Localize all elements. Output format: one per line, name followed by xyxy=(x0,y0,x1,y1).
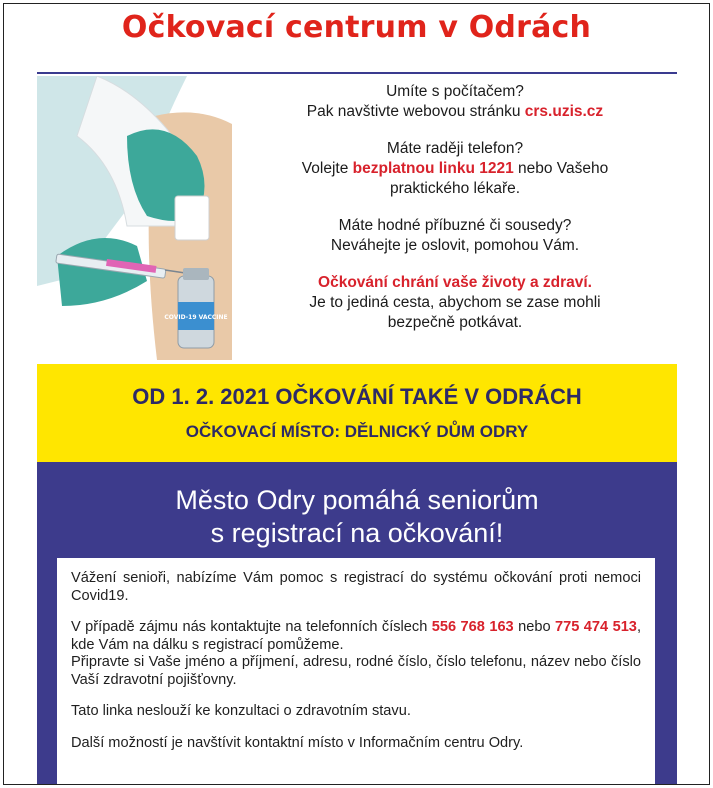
phone-number-1: 556 768 163 xyxy=(431,619,514,635)
family-advice: Neváhejte je oslovit, pomohou Vám. xyxy=(330,237,580,254)
family-question: Máte hodné příbuzné či sousedy? xyxy=(338,217,572,234)
poster-top-rule xyxy=(37,72,677,74)
computer-question: Umíte s počítačem? xyxy=(386,83,524,100)
seniors-section xyxy=(37,462,677,785)
computer-instruction: Pak navštivte webovou stránku xyxy=(306,103,525,120)
seniors-heading-line-2: s registrací na očkování! xyxy=(210,518,504,548)
slogan-headline: Očkování chrání vaše životy a zdraví. xyxy=(318,274,592,291)
seniors-disclaimer: Tato linka neslouží ke konzultaci o zdravotním stavu. xyxy=(71,703,411,719)
contact-middle: nebo xyxy=(513,619,556,635)
hotline-number: bezplatnou linku 1221 xyxy=(352,160,514,177)
slogan-paragraph xyxy=(245,273,665,333)
page-title: Očkovací centrum v Odrách xyxy=(121,10,592,45)
banner-date-heading: OD 1. 2. 2021 OČKOVÁNÍ TAKÉ V ODRÁCH xyxy=(132,384,582,409)
phone-number-2: 775 474 513 xyxy=(555,619,637,635)
contact-suffix: , kde Vám na dálku s registrací pomůžeme. xyxy=(71,619,641,653)
seniors-prepare: Připravte si Vaše jméno a příjmení, adresu, rodné číslo, číslo telefonu, název nebo číslo Vaší zdravotní pojišťovny. xyxy=(71,654,641,688)
contact-prefix: V případě zájmu nás kontaktujte na telefonních číslech xyxy=(71,619,432,635)
phone-instruction-end: praktického lékaře. xyxy=(389,180,521,197)
phone-paragraph xyxy=(245,139,665,199)
info-text-block xyxy=(245,82,665,350)
banner-location: OČKOVACÍ MÍSTO: DĚLNICKÝ DŮM ODRY xyxy=(185,422,529,441)
seniors-heading xyxy=(37,484,677,550)
phone-instruction-prefix: Volejte xyxy=(301,160,353,177)
seniors-alternative: Další možností je navštívit kontaktní místo v Informačním centru Odry. xyxy=(71,734,524,751)
seniors-contact xyxy=(71,619,641,654)
computer-paragraph xyxy=(245,82,665,122)
cotton-pad xyxy=(175,196,209,240)
page-frame xyxy=(3,3,710,785)
slogan-line-2: Je to jediná cesta, abychom se zase mohli xyxy=(309,294,601,311)
vaccination-poster xyxy=(37,72,677,785)
vaccination-illustration xyxy=(37,76,232,360)
phone-question: Máte raději telefon? xyxy=(386,140,524,157)
family-paragraph xyxy=(245,216,665,256)
seniors-greeting: Vážení senioři, nabízíme Vám pomoc s registrací do systému očkování proti nemoci Covid19. xyxy=(71,570,641,604)
phone-instruction-suffix: nebo Vašeho xyxy=(513,160,609,177)
seniors-heading-line-1: Město Odry pomáhá seniorům xyxy=(175,485,539,515)
date-banner xyxy=(37,364,677,462)
website-link[interactable]: crs.uzis.cz xyxy=(524,103,604,120)
seniors-info-card xyxy=(57,558,655,785)
svg-text:COVID-19 VACCINE: COVID-19 VACCINE xyxy=(164,314,228,321)
slogan-line-3: bezpečně potkávat. xyxy=(387,314,523,331)
